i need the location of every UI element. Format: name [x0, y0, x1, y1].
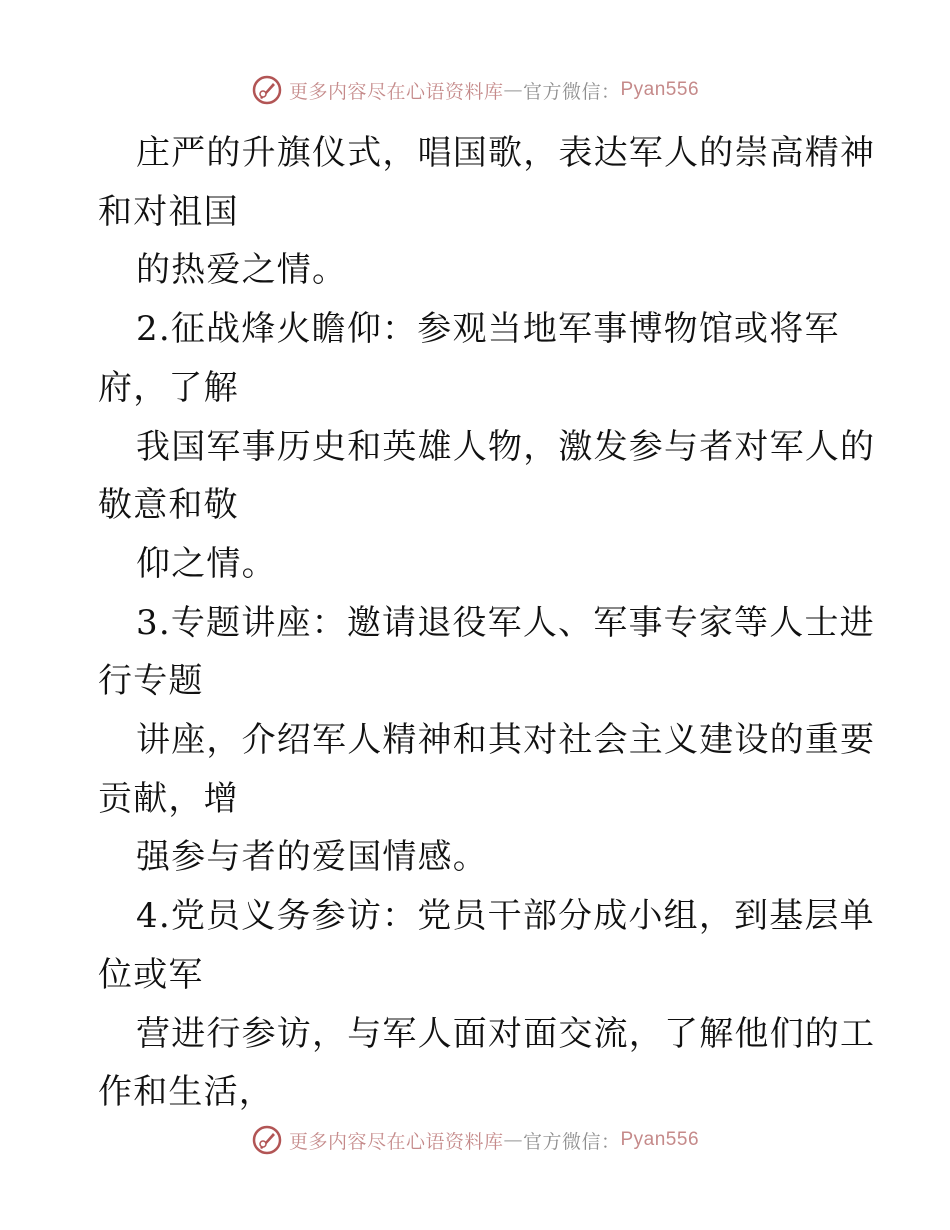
- header-dash: —: [503, 79, 523, 101]
- text-line: 4.党员义务参访：党员干部分成小组，到基层单: [136, 896, 875, 937]
- footer-watermark: [0, 1120, 950, 1160]
- document-body: [98, 124, 876, 1122]
- text-line: 位或军: [98, 954, 204, 995]
- text-line: 贡献，增: [98, 778, 239, 819]
- quill-logo-icon: [251, 74, 283, 106]
- text-line: 3.专题讲座：邀请退役军人、军事专家等人士进: [136, 602, 875, 643]
- text-line: 的热爱之情。: [136, 250, 348, 291]
- footer-slogan: 更多内容尽在心语资料库: [288, 1130, 504, 1153]
- header-wechat-id: Pyan556: [620, 79, 700, 100]
- text-line: 强参与者的爱国情感。: [136, 837, 488, 878]
- text-line: 讲座，介绍军人精神和其对社会主义建设的重要: [136, 720, 876, 761]
- text-line: 营进行参访，与军人面对面交流，了解他们的工: [136, 1013, 876, 1054]
- header-slogan: 更多内容尽在心语资料库: [288, 80, 504, 103]
- text-line: 府，了解: [98, 367, 239, 408]
- text-line: 2.征战烽火瞻仰：参观当地军事博物馆或将军: [136, 309, 840, 350]
- text-line: 我国军事历史和英雄人物，激发参与者对军人的: [136, 426, 876, 467]
- text-line: 和对祖国: [98, 191, 239, 232]
- footer-wechat-label: 官方微信：: [522, 1130, 621, 1153]
- text-line: 仰之情。: [136, 543, 277, 584]
- text-line: 行专题: [98, 661, 204, 702]
- footer-wechat-id: Pyan556: [620, 1129, 700, 1150]
- text-line: 庄严的升旗仪式，唱国歌，表达军人的崇高精神: [136, 133, 876, 173]
- header-watermark: [0, 70, 950, 110]
- quill-logo-icon: [251, 1124, 283, 1156]
- header-wechat-label: 官方微信：: [522, 80, 621, 103]
- footer-dash: —: [503, 1129, 523, 1151]
- text-line: 作和生活，: [98, 1072, 274, 1113]
- text-line: 敬意和敬: [98, 485, 239, 526]
